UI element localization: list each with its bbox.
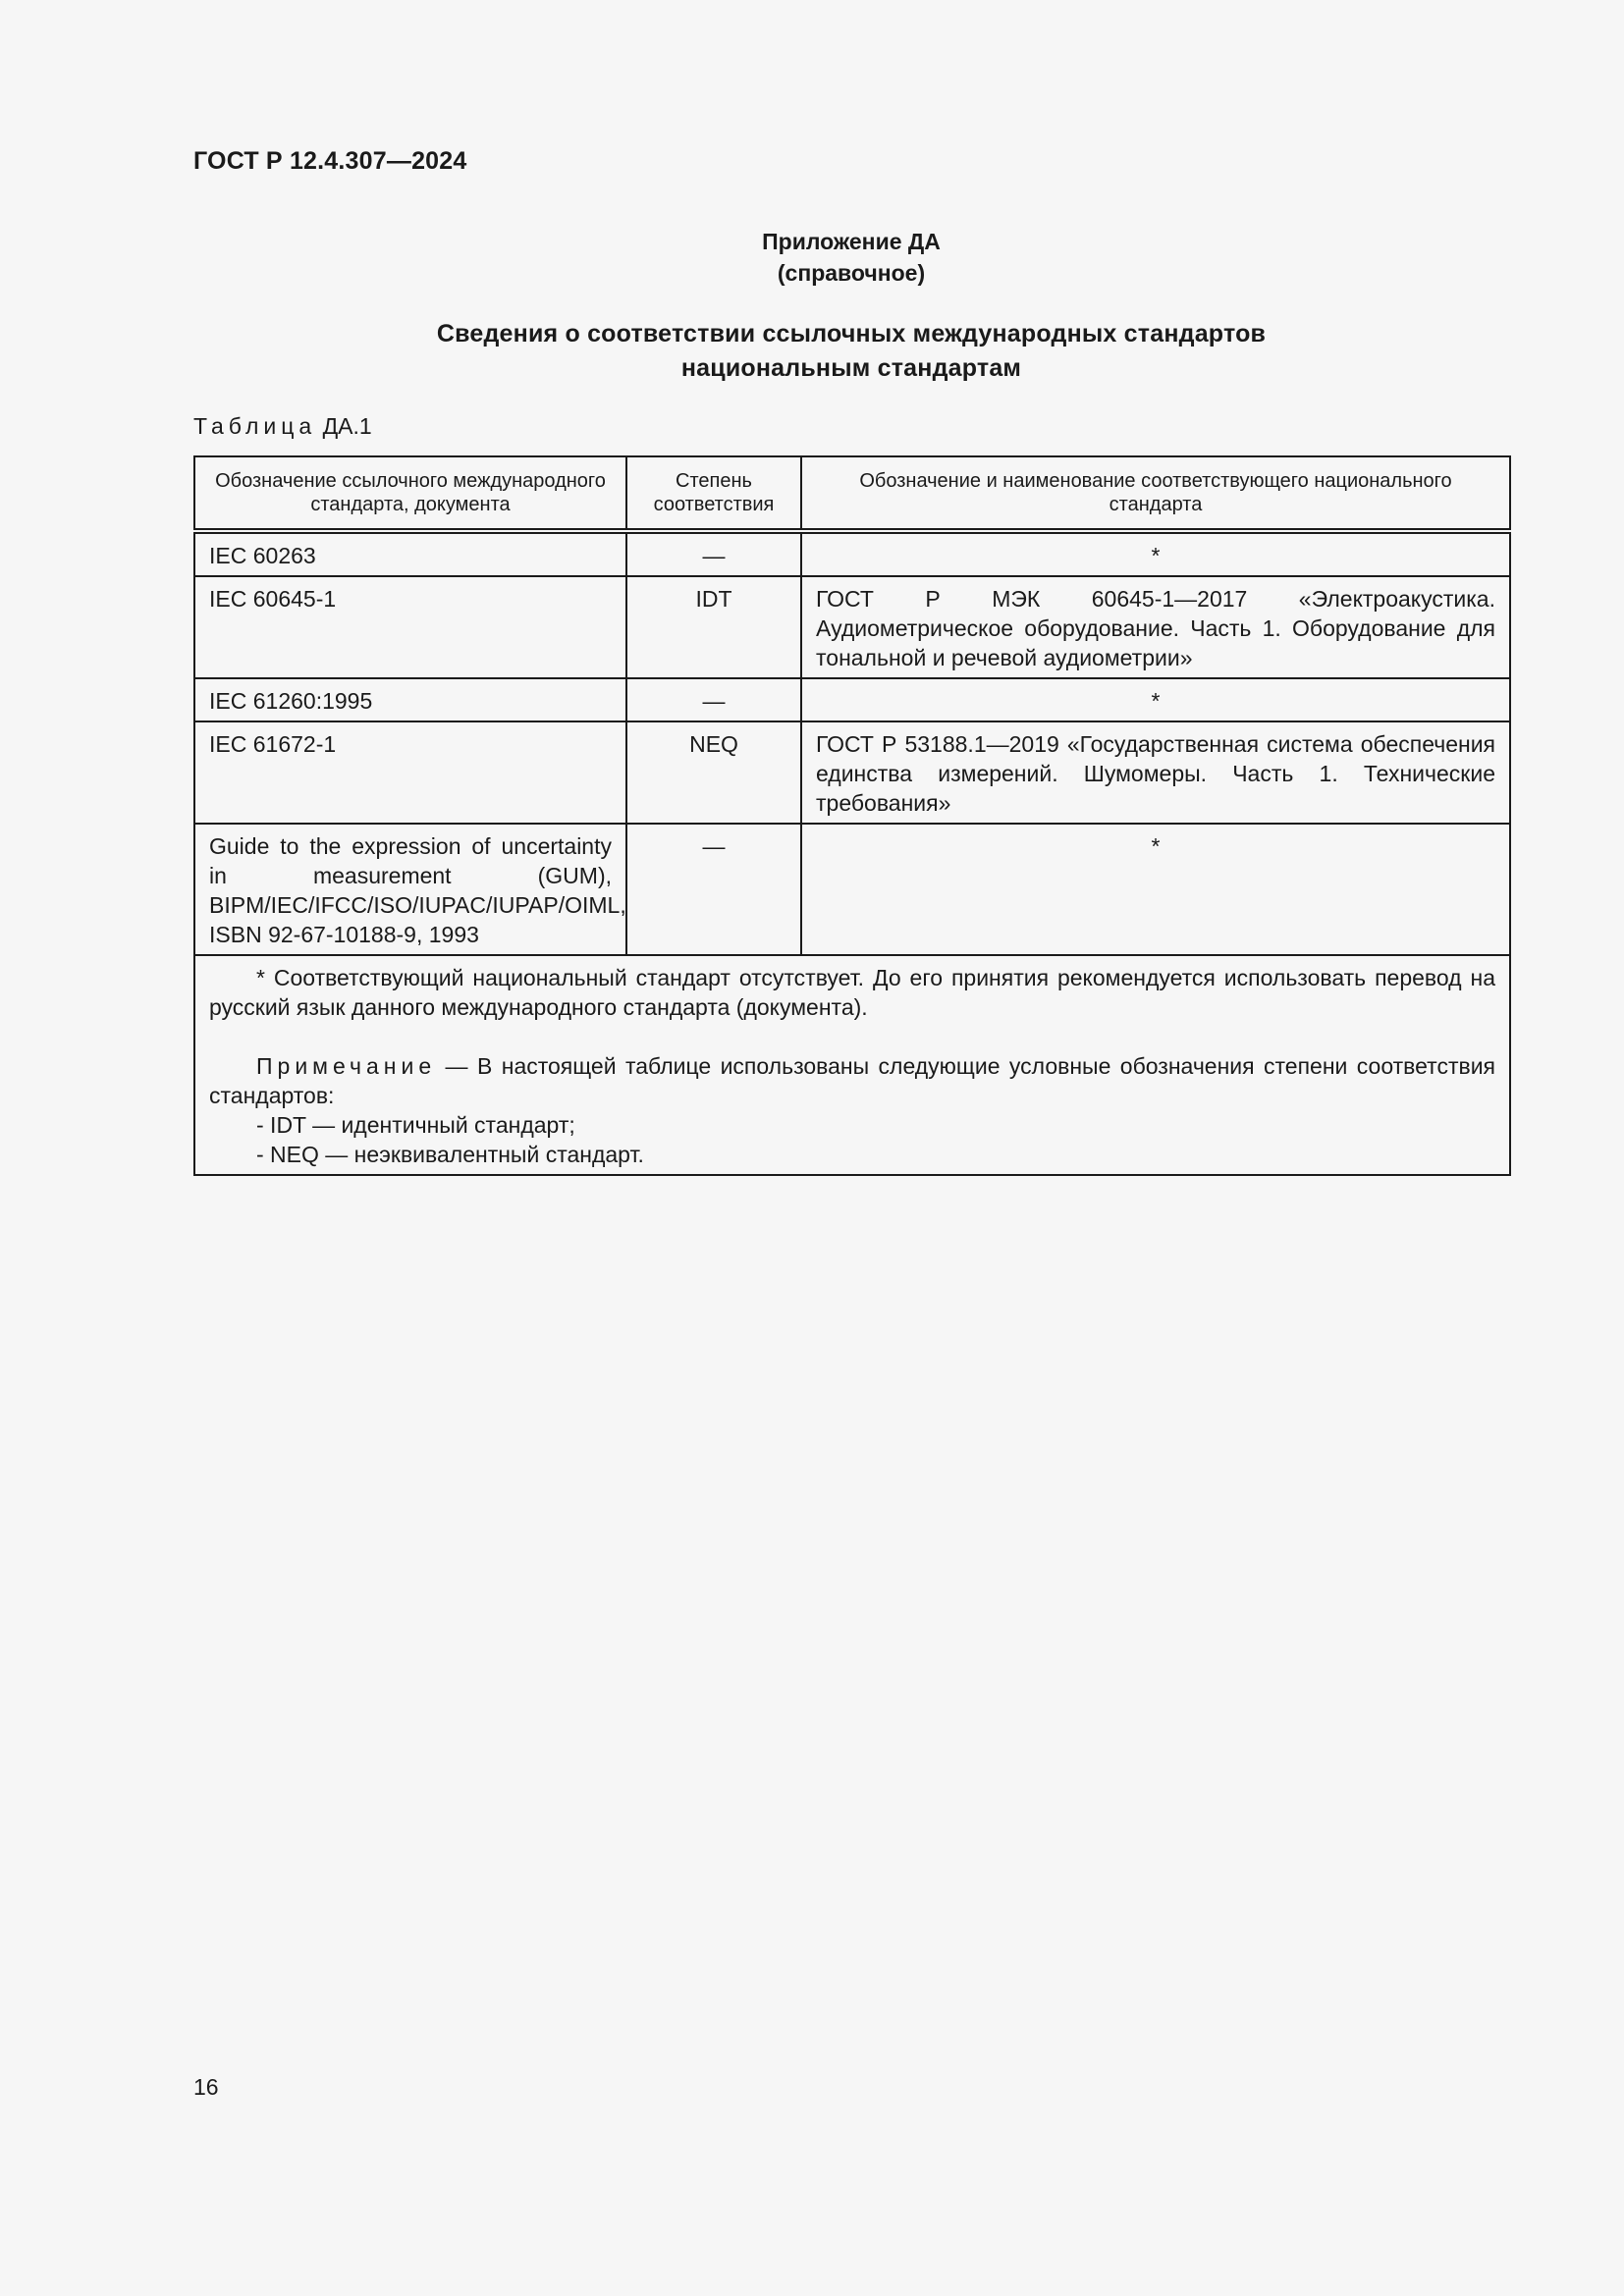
- note-label: Примечание: [256, 1053, 437, 1079]
- standard-code: ГОСТ Р 12.4.307—2024: [193, 147, 467, 175]
- cell-international-standard: Guide to the expression of uncertainty in measurement (GUM), BIPM/IEC/IFCC/ISO/IUPAC/IUPAP/OIML, ISBN 92-67-10188-9, 1993: [194, 824, 626, 955]
- section-title: [193, 317, 1509, 386]
- cell-degree: —: [626, 678, 801, 721]
- footnote: * Соответствующий национальный стандарт отсутствует. До его принятия рекомендуется использовать перевод на русский язык данного международного стандарта (документа).: [209, 965, 1495, 1020]
- table-caption-word: Таблица: [193, 413, 317, 439]
- table-notes-row: [194, 955, 1510, 1175]
- note-list: [209, 1110, 1495, 1169]
- header-international-standard: Обозначение ссылочного международного стандарта, документа: [194, 456, 626, 531]
- cell-international-standard: IEC 60263: [194, 531, 626, 576]
- cell-international-standard: IEC 60645-1: [194, 576, 626, 678]
- cell-national-standard: *: [801, 678, 1510, 721]
- cell-degree: —: [626, 824, 801, 955]
- table-caption: [193, 413, 372, 440]
- correspondence-table: [193, 455, 1511, 1176]
- table-row: [194, 678, 1510, 721]
- cell-national-standard: ГОСТ Р 53188.1—2019 «Государственная система обеспечения единства измерений. Шумомеры. Часть 1. Технические требования»: [801, 721, 1510, 824]
- cell-degree: —: [626, 531, 801, 576]
- cell-national-standard: ГОСТ Р МЭК 60645-1—2017 «Электроакустика. Аудиометрическое оборудование. Часть 1. Оборудование для тональной и речевой аудиометрии»: [801, 576, 1510, 678]
- cell-international-standard: IEC 61260:1995: [194, 678, 626, 721]
- table-caption-id: ДА.1: [322, 413, 372, 439]
- table-notes: [194, 955, 1510, 1175]
- note: [209, 1051, 1495, 1110]
- header-degree: Степень соответствия: [626, 456, 801, 531]
- page-number: 16: [193, 2074, 219, 2100]
- table-row: [194, 824, 1510, 955]
- table-header-row: [194, 456, 1510, 531]
- cell-degree: IDT: [626, 576, 801, 678]
- section-title-line1: Сведения о соответствии ссылочных международных стандартов: [436, 320, 1267, 347]
- appendix-heading: [193, 226, 1509, 289]
- table-row: [194, 721, 1510, 824]
- cell-international-standard: IEC 61672-1: [194, 721, 626, 824]
- table-row: [194, 576, 1510, 678]
- appendix-title: Приложение ДА: [762, 229, 941, 254]
- appendix-kind: (справочное): [777, 260, 926, 286]
- cell-national-standard: *: [801, 824, 1510, 955]
- table-row: [194, 531, 1510, 576]
- header-national-standard: Обозначение и наименование соответствующего национального стандарта: [801, 456, 1510, 531]
- cell-degree: NEQ: [626, 721, 801, 824]
- note-text: — В настоящей таблице использованы следующие условные обозначения степени соответствия стандартов:: [209, 1053, 1495, 1108]
- cell-national-standard: *: [801, 531, 1510, 576]
- section-title-line2: национальным стандартам: [680, 354, 1022, 382]
- list-item: - IDT — идентичный стандарт;: [256, 1112, 575, 1138]
- list-item: - NEQ — неэквивалентный стандарт.: [256, 1142, 644, 1167]
